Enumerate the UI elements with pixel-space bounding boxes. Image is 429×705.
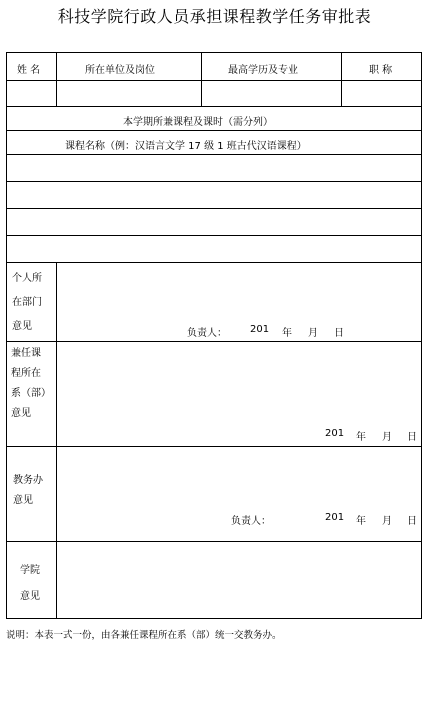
name-value-cell[interactable] [7, 81, 57, 107]
office-month-unit: 月 [382, 516, 392, 527]
footnote: 说明：本表一式一份，由各兼任课程所在系（部）统一交教务办。 [6, 630, 282, 641]
dept-year: 201 [250, 324, 270, 335]
dept-opinion-label: 个人所 在部门 意见 [12, 273, 42, 332]
header-rank: 职 称 [369, 65, 393, 76]
header-name-cell [7, 53, 57, 81]
office-year: 201 [325, 512, 345, 523]
approval-form-table [6, 52, 422, 619]
teaching-dept-opinion-body[interactable] [57, 342, 421, 447]
dept-opinion-label-cell [7, 263, 57, 342]
dept-responsible-label: 负责人： [187, 328, 227, 339]
teaching-day-unit: 日 [407, 432, 417, 443]
academic-office-opinion-body[interactable] [57, 447, 421, 542]
courses-hours-label: 本学期所兼课程及课时（需分列） [123, 117, 273, 128]
course-name-row [7, 131, 421, 155]
header-unit-post: 所在单位及岗位 [85, 65, 155, 76]
office-responsible-label: 负责人： [231, 516, 271, 527]
academic-office-label: 教务办 意见 [13, 475, 43, 506]
unit-post-value-cell[interactable] [57, 81, 202, 107]
dept-year-unit: 年 [282, 328, 292, 339]
course-entry-row[interactable] [7, 236, 421, 263]
course-entry-row[interactable] [7, 155, 421, 182]
dept-day-unit: 日 [334, 328, 344, 339]
dept-month-unit: 月 [308, 328, 318, 339]
teaching-dept-label: 兼任课 程所在 系（部） 意见 [11, 348, 51, 419]
course-entry-row[interactable] [7, 209, 421, 236]
office-year-unit: 年 [356, 516, 366, 527]
course-name-label: 课程名称（例：汉语言文学 17 级 1 班古代汉语课程） [65, 141, 307, 152]
dept-opinion-body[interactable] [57, 263, 421, 342]
form-title: 科技学院行政人员承担课程教学任务审批表 [57, 7, 372, 26]
college-opinion-body[interactable] [57, 542, 421, 618]
course-entry-row[interactable] [7, 182, 421, 209]
academic-office-label-cell [7, 447, 57, 542]
education-value-cell[interactable] [202, 81, 342, 107]
teaching-year-unit: 年 [356, 432, 366, 443]
header-rank-cell [342, 53, 421, 81]
college-label: 学院 意见 [20, 565, 40, 602]
header-name: 姓 名 [17, 65, 41, 76]
teaching-year: 201 [325, 428, 345, 439]
office-day-unit: 日 [407, 516, 417, 527]
header-education: 最高学历及专业 [228, 65, 298, 76]
header-unit-post-cell [57, 53, 202, 81]
header-education-cell [202, 53, 342, 81]
courses-hours-row [7, 107, 421, 131]
teaching-dept-label-cell [7, 342, 57, 447]
college-label-cell [7, 542, 57, 618]
teaching-month-unit: 月 [382, 432, 392, 443]
rank-value-cell[interactable] [342, 81, 421, 107]
